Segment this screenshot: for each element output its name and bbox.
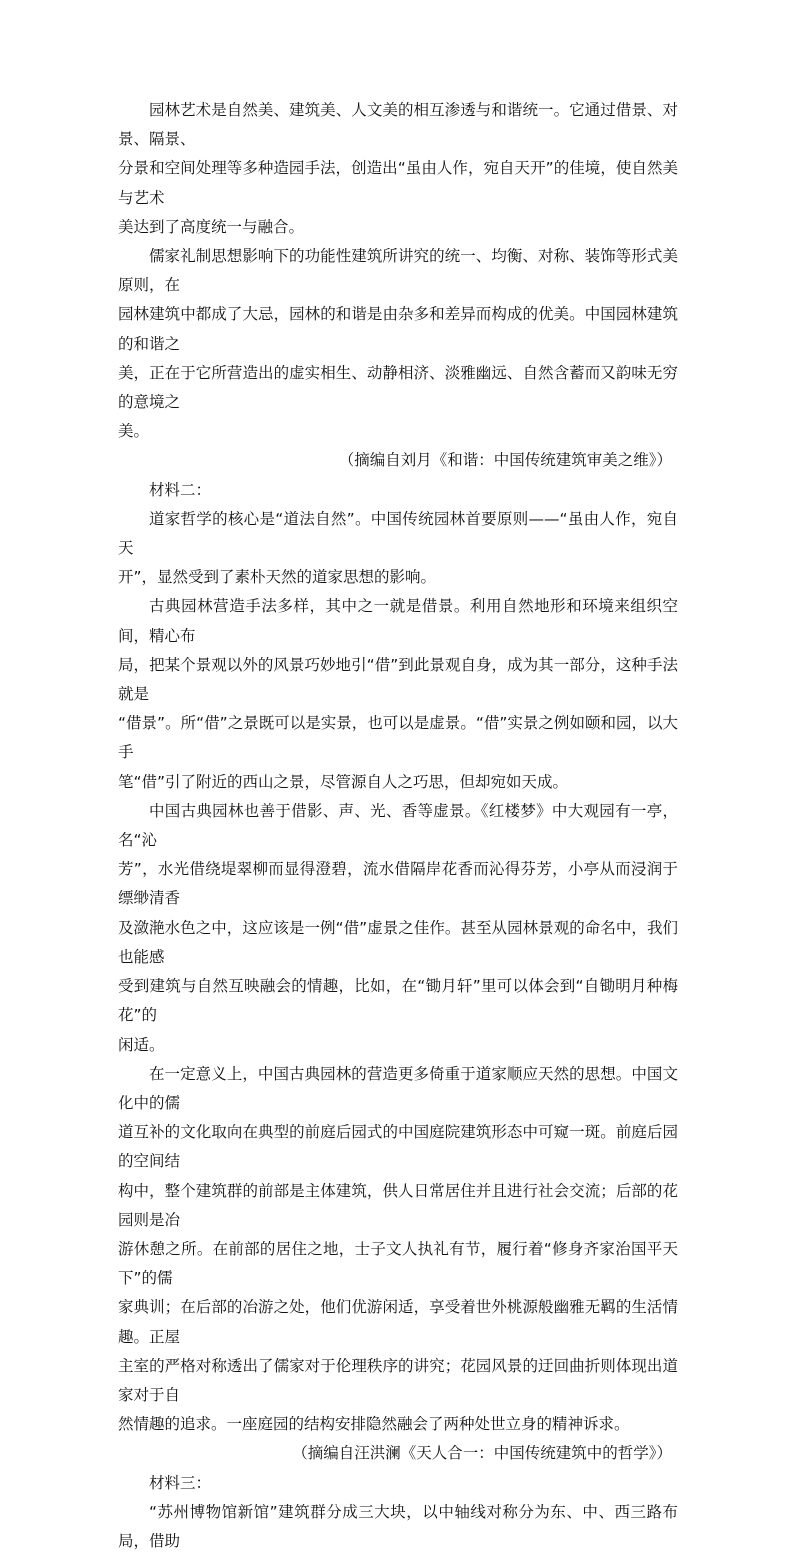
paragraph-taoist-core: 道家哲学的核心是“道法自然”。中国传统园林首要原则——“虽由人作，宛自天 开”，显然受到了素朴天然的道家思想的影响。 — [118, 509, 678, 587]
paragraph-virtual-scenery: 中国古典园林也善于借影、声、光、香等虚景。《红楼梦》中大观园有一亭，名“沁 芳”，水光借绕堤翠柳而显得澄碧，流水借隔岸花香而沁得芬芳，小亭从而浸润于缥缈清香 及潋滟水色之中，这应该是一例“借”虚景之佳作。甚至从园林景观的命名中，我们也能感 受到建筑与自然互映融会的情趣，比如，在“锄月轩”里可以体会到“自锄明月种梅花”的 闲适。 — [118, 801, 678, 1054]
source-citation-2: （摘编自汪洪澜《天人合一：中国传统建筑中的哲学》） — [292, 1444, 672, 1463]
paragraph-borrowed-scenery: 古典园林营造手法多样，其中之一就是借景。利用自然地形和环境来组织空间，精心布 局，把某个景观以外的风景巧妙地引“借”到此景观自身，成为其一部分，这种手法就是 “借景”。所“借”之景既可以是实景，也可以是虚景。“借”实景之例如颐和园，以大手 笔“借”引了附近的西山之景，尽管源自人之巧思，但却宛如天成。 — [118, 597, 678, 791]
paragraph-courtyard-structure: 在一定意义上，中国古典园林的营造更多倚重于道家顺应天然的思想。中国文化中的儒 道互补的文化取向在典型的前庭后园式的中国庭院建筑形态中可窥一斑。前庭后园的空间结 构中，整个建筑群的前部是主体建筑，供人日常居住并且进行社会交流；后部的花园则是冶 游休憩之所。在前部的居住之地，士子文人执礼有节，履行着“修身齐家治国平天下”的儒 家典训；在后部的冶游之处，他们优游闲适，享受着世外桃源般幽雅无羁的生活情趣。正屋 主室的严格对称透出了儒家对于伦理秩序的讲究；花园风景的迂回曲折则体现出道家对于自 然情趣的追求。一座庭园的结构安排隐然融会了两种处世立身的精神诉求。 — [118, 1064, 678, 1434]
paragraph-garden-art: 园林艺术是自然美、建筑美、人文美的相互渗透与和谐统一。它通过借景、对景、隔景、 分景和空间处理等多种造园手法，创造出“虽由人作，宛自天开”的佳境，使自然美与艺术 美达到了高度统一与融合。 — [118, 101, 678, 236]
paragraph-suzhou-museum: “苏州博物馆新馆”建筑群分成三大块，以中轴线对称分为东、中、西三路布局，借助 — [118, 1502, 678, 1550]
paragraph-confucian-harmony: 儒家礼制思想影响下的功能性建筑所讲究的统一、均衡、对称、装饰等形式美原则，在 园林建筑中都成了大忌，园林的和谐是由杂多和差异而构成的优美。中国园林建筑的和谐之 美，正在于它所营造出的虚实相生、动静相济、淡雅幽远、自然含蓄而又韵味无穷的意境之 美。 — [118, 247, 678, 441]
document-page — [118, 96, 678, 1556]
material-two-heading: 材料二： — [149, 480, 212, 499]
material-three-heading: 材料三： — [149, 1473, 212, 1492]
source-citation-1: （摘编自刘月《和谐：中国传统建筑审美之维》） — [338, 451, 672, 470]
